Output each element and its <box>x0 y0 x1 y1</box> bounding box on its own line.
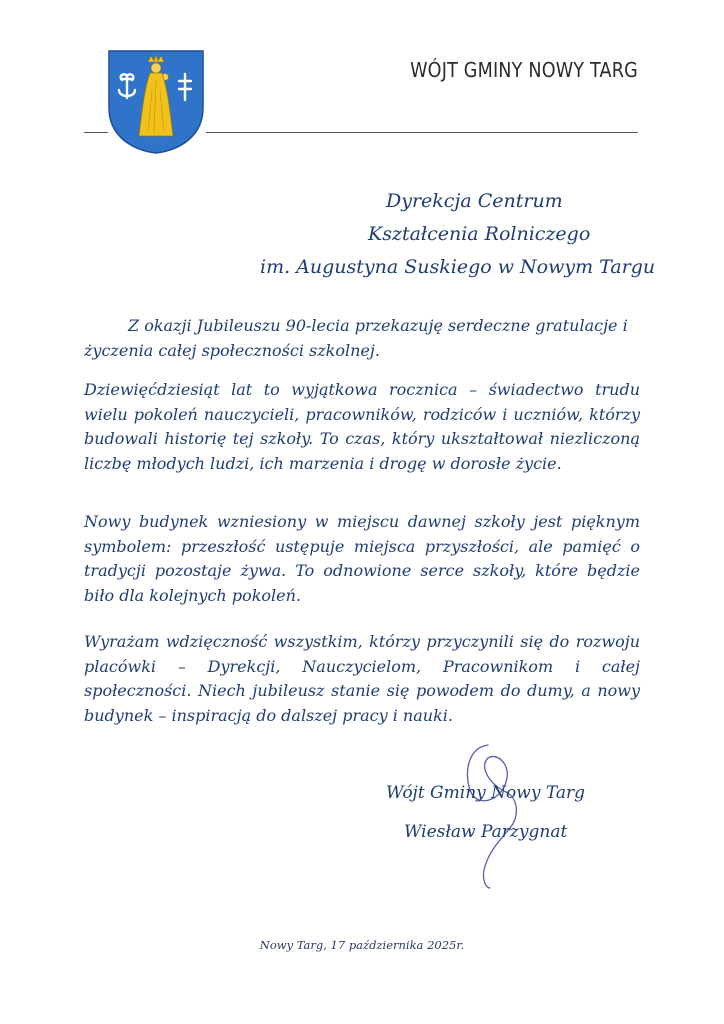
paragraph-4: Wyrażam wdzięczność wszystkim, którzy przyczynili się do rozwoju placówki – Dyrekcji, Nauczycielom, Pracownikom i całej społeczności. Niech jubileusz stanie się powodem do dumy, a nowy budynek – inspiracją do dalszej pracy i nauki. <box>84 632 640 725</box>
paragraph-1: Z okazji Jubileuszu 90-lecia przekazuję serdeczne gratulacje i życzenia całej społeczności szkolnej. <box>84 316 628 360</box>
paragraph-3: Nowy budynek wzniesiony w miejscu dawnej szkoły jest pięknym symbolem: przeszłość ustępuje miejsca przyszłości, ale pamięć o tradycji pozostaje żywa. To odnowione serce szkoły, które będzie biło dla kolejnych pokoleń. <box>84 512 640 605</box>
header-rule-right <box>206 132 638 133</box>
addressee-line-1: Dyrekcja Centrum <box>386 190 563 212</box>
header-rule-left <box>84 132 108 133</box>
coat-of-arms-icon <box>108 50 204 154</box>
handwritten-signature-icon <box>448 742 528 892</box>
addressee-line-2: Kształcenia Rolniczego <box>368 223 591 245</box>
signature-role: Wójt Gminy Nowy Targ <box>386 783 585 803</box>
place-and-date: Nowy Targ, 17 października 2025r. <box>259 938 465 952</box>
paragraph-2: Dziewięćdziesiąt lat to wyjątkowa rocznica – świadectwo trudu wielu pokoleń nauczycieli, pracowników, rodziców i uczniów, którzy budowali historię tej szkoły. To czas, który ukształtował niezliczoną liczbę młodych ludzi, ich marzenia i drogę w dorosłe życie. <box>84 380 640 473</box>
signature-name: Wiesław Parzygnat <box>404 822 568 842</box>
office-title: WÓJT GMINY NOWY TARG <box>410 58 638 82</box>
addressee-line-3: im. Augustyna Suskiego w Nowym Targu <box>260 256 656 278</box>
